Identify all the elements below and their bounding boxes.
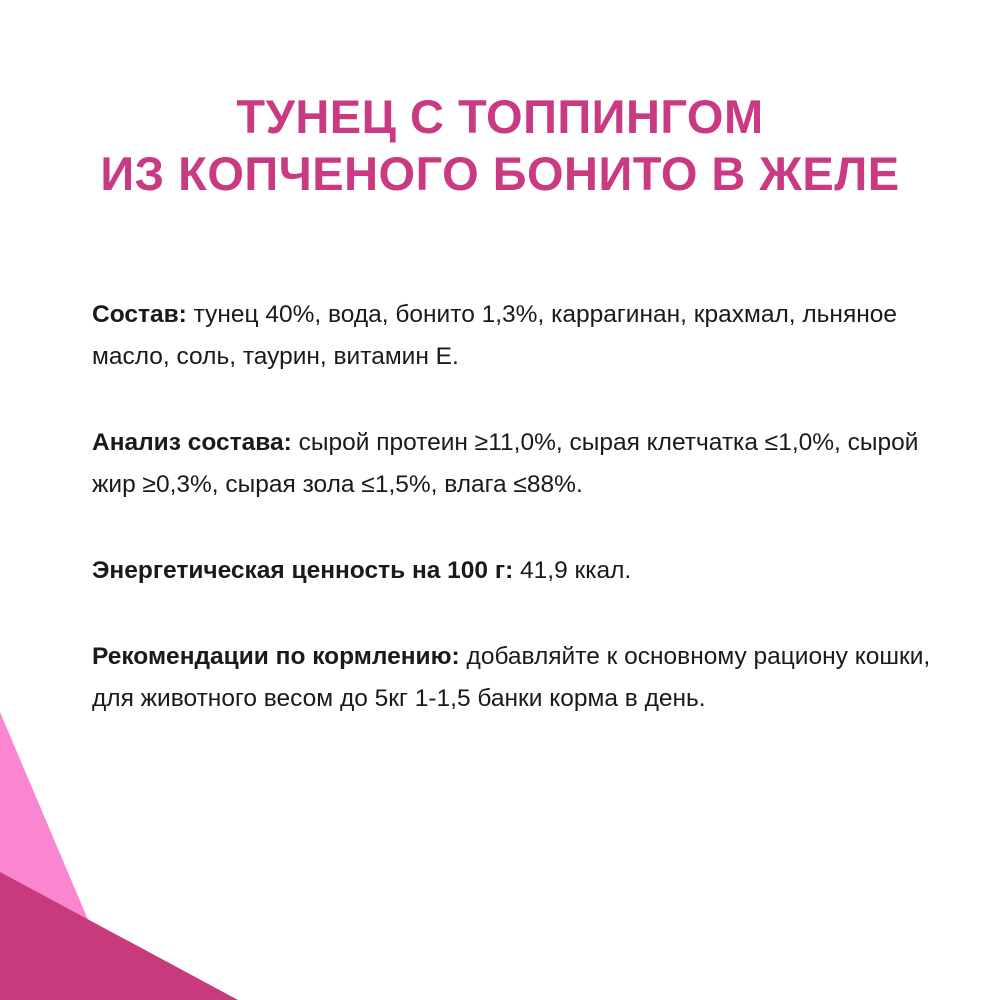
energy-section bbox=[92, 550, 932, 592]
title-line-2: ИЗ КОПЧЕНОГО БОНИТО В ЖЕЛЕ bbox=[100, 147, 900, 200]
product-info bbox=[92, 294, 932, 764]
energy-text: 41,9 ккал. bbox=[513, 557, 632, 584]
analysis-label: Анализ состава: bbox=[92, 429, 292, 456]
analysis-section bbox=[92, 422, 932, 506]
composition-section bbox=[92, 294, 932, 378]
feeding-text: добавляйте к основному рациону кошки, для животного весом до 5кг 1-1,5 банки корма в день. bbox=[92, 643, 931, 712]
page-title bbox=[0, 88, 1000, 202]
feeding-label: Рекомендации по кормлению: bbox=[92, 643, 460, 670]
energy-label: Энергетическая ценность на 100 г: bbox=[92, 557, 514, 584]
analysis-text: сырой протеин ≥11,0%, сырая клетчатка ≤1,0%, сырой жир ≥0,3%, сырая зола ≤1,5%, влага ≤88%. bbox=[92, 429, 919, 498]
corner-triangle-dark bbox=[0, 872, 238, 1000]
feeding-section bbox=[92, 636, 932, 720]
composition-text: тунец 40%, вода, бонито 1,3%, каррагинан, крахмал, льняное масло, соль, таурин, витамин Е. bbox=[92, 301, 898, 370]
composition-label: Состав: bbox=[92, 301, 187, 328]
title-line-1: ТУНЕЦ С ТОППИНГОМ bbox=[236, 90, 764, 143]
